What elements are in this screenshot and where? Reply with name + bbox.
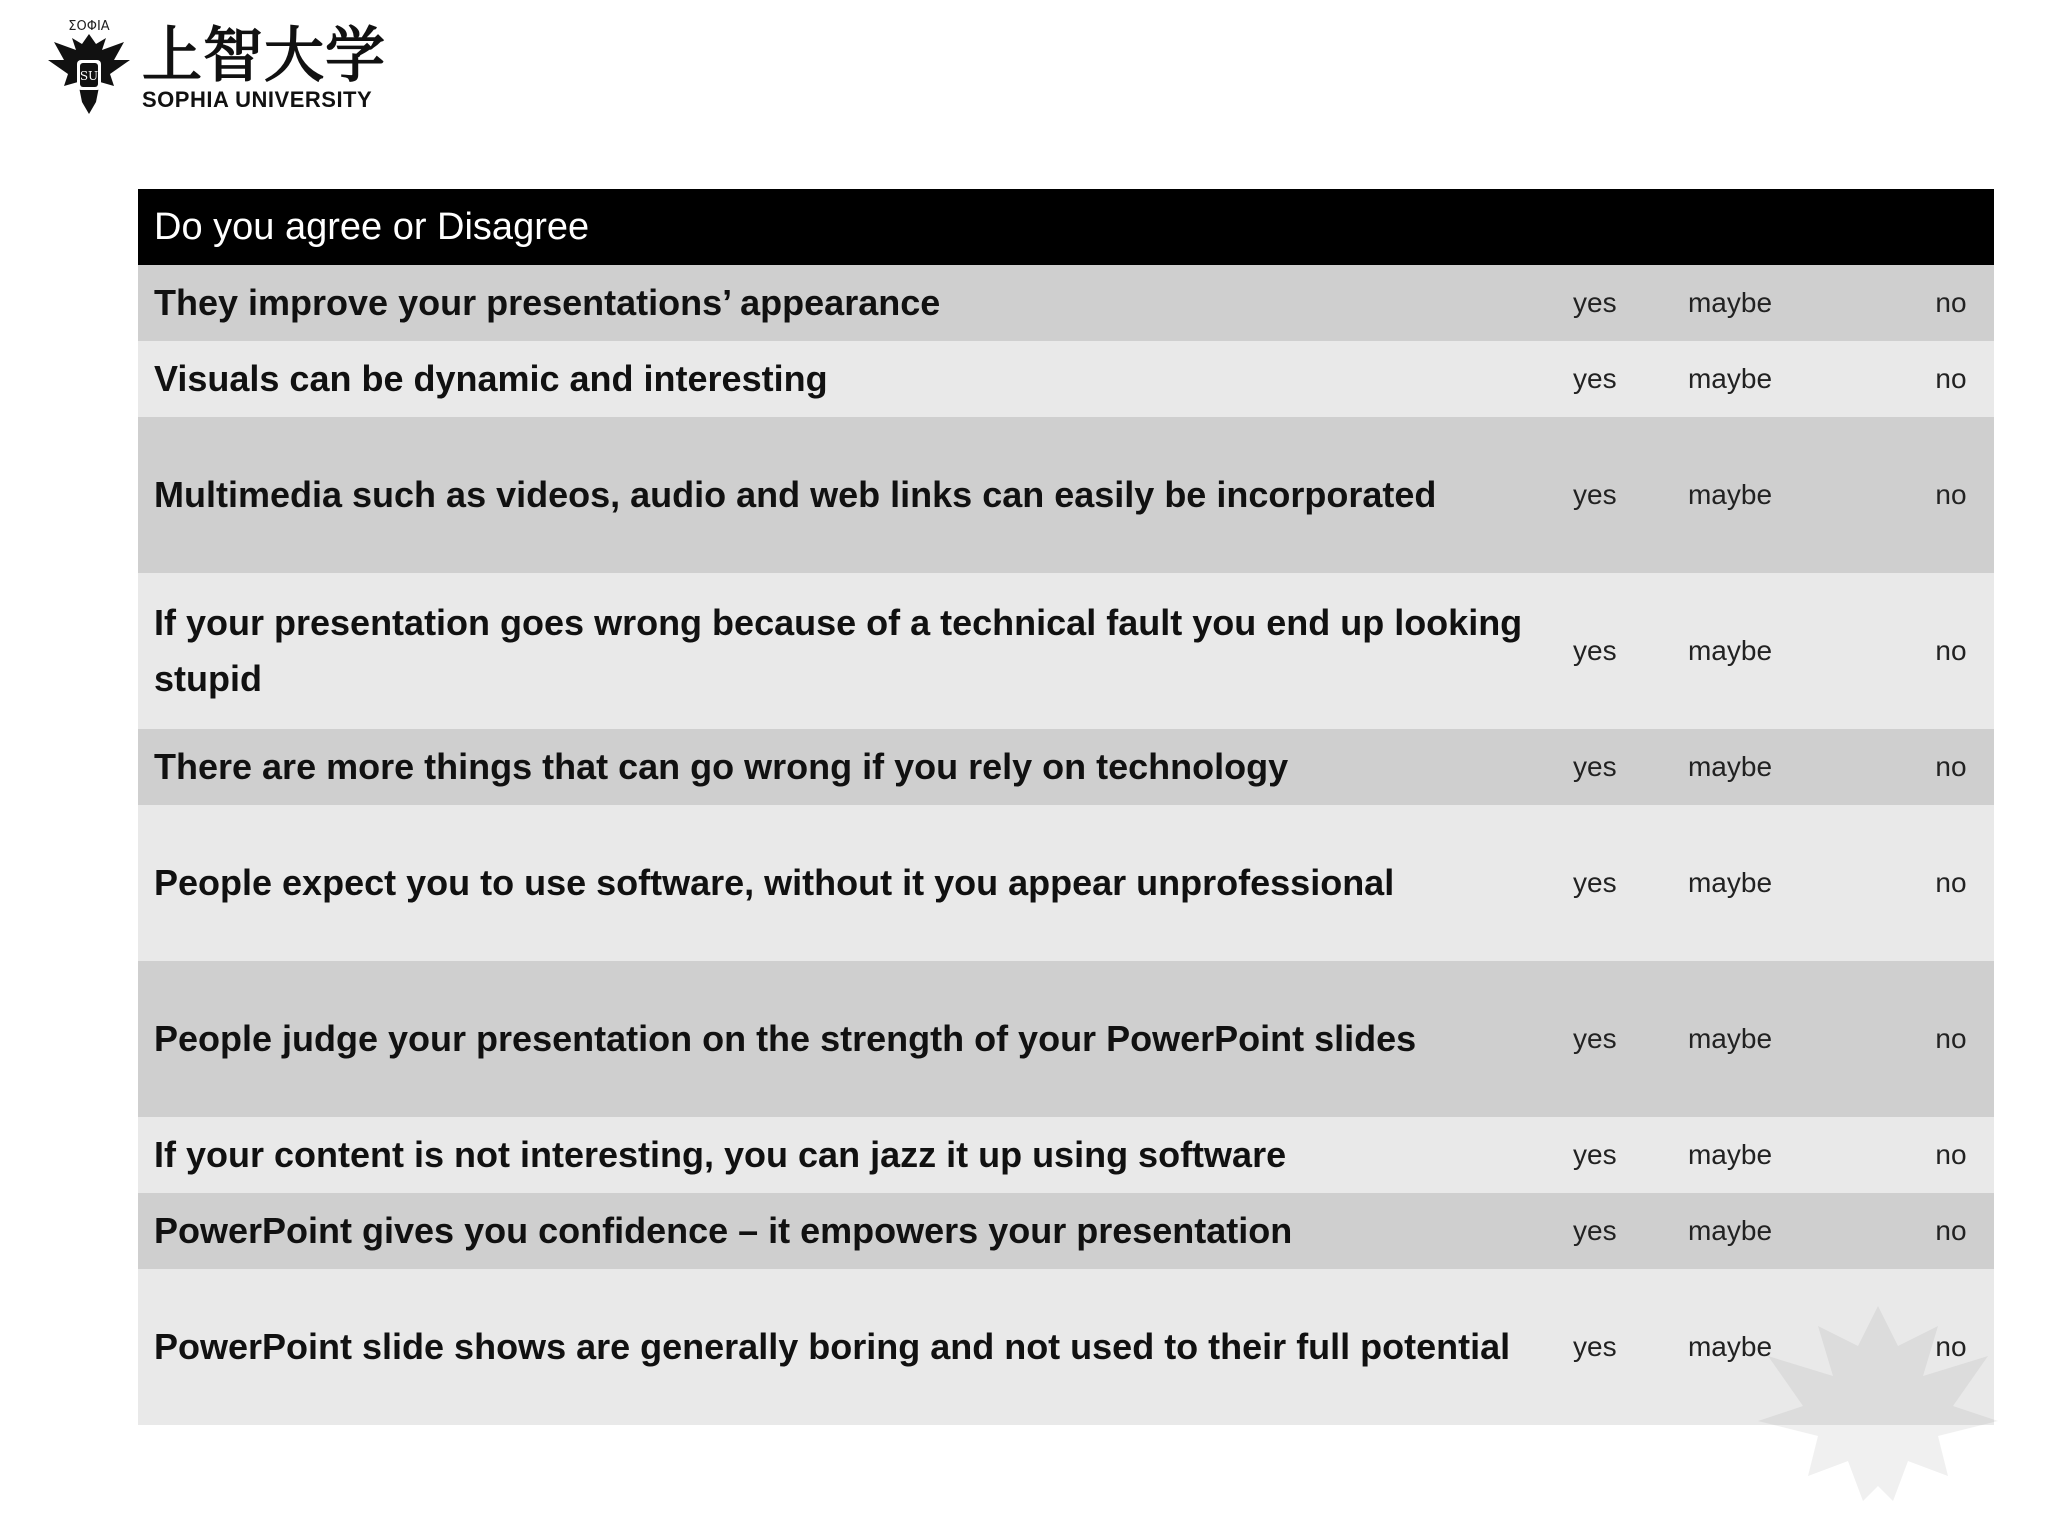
option-yes[interactable]: yes	[1573, 867, 1617, 898]
option-no[interactable]: no	[1935, 751, 1967, 782]
table-row	[138, 729, 1994, 805]
option-maybe[interactable]: maybe	[1687, 635, 1773, 666]
option-yes[interactable]: yes	[1573, 751, 1617, 782]
emblem-greek-text: ΣΟΦΙΑ	[68, 19, 110, 34]
statement-text: Visuals can be dynamic and interesting	[154, 358, 828, 399]
option-no[interactable]: no	[1935, 635, 1967, 666]
statement-text: They improve your presentations’ appearance	[154, 282, 941, 323]
option-maybe[interactable]: maybe	[1687, 1331, 1773, 1362]
table-row	[138, 805, 1994, 961]
table-row	[138, 341, 1994, 417]
statement-text: PowerPoint gives you confidence – it empowers your presentation	[154, 1210, 1293, 1251]
university-name-english: SOPHIA UNIVERSITY	[142, 87, 373, 112]
option-no[interactable]: no	[1935, 479, 1967, 510]
agree-disagree-table	[138, 189, 1994, 1425]
statement-text: If your presentation goes wrong because of a technical fault you end up looking stupid	[154, 602, 1523, 699]
table-row	[138, 573, 1994, 729]
university-name-japanese: 上智大学	[142, 21, 386, 91]
option-maybe[interactable]: maybe	[1687, 1139, 1773, 1170]
table-row	[138, 961, 1994, 1117]
option-yes[interactable]: yes	[1573, 1331, 1617, 1362]
eagle-watermark-icon	[1748, 1286, 2008, 1516]
option-yes[interactable]: yes	[1573, 479, 1617, 510]
table-row	[138, 265, 1994, 341]
option-yes[interactable]: yes	[1573, 1215, 1617, 1246]
option-no[interactable]: no	[1935, 363, 1967, 394]
option-yes[interactable]: yes	[1573, 635, 1617, 666]
option-maybe[interactable]: maybe	[1687, 479, 1773, 510]
statement-text: People judge your presentation on the strength of your PowerPoint slides	[154, 1018, 1417, 1059]
sophia-university-logo	[44, 16, 386, 120]
table-row	[138, 1269, 1994, 1425]
option-maybe[interactable]: maybe	[1687, 1023, 1773, 1054]
table-row	[138, 417, 1994, 573]
option-no[interactable]: no	[1935, 867, 1967, 898]
option-maybe[interactable]: maybe	[1687, 1215, 1773, 1246]
option-no[interactable]: no	[1935, 1215, 1967, 1246]
svg-text:SU: SU	[79, 69, 99, 83]
option-yes[interactable]: yes	[1573, 363, 1617, 394]
option-maybe[interactable]: maybe	[1687, 867, 1773, 898]
option-yes[interactable]: yes	[1573, 1023, 1617, 1054]
option-no[interactable]: no	[1935, 1139, 1967, 1170]
statement-text: PowerPoint slide shows are generally boring and not used to their full potential	[154, 1326, 1511, 1367]
statement-text: There are more things that can go wrong if you rely on technology	[154, 746, 1289, 787]
option-maybe[interactable]: maybe	[1687, 287, 1773, 318]
option-maybe[interactable]: maybe	[1687, 363, 1773, 394]
option-no[interactable]: no	[1935, 1331, 1967, 1362]
eagle-emblem-icon	[44, 16, 134, 120]
option-no[interactable]: no	[1935, 1023, 1967, 1054]
option-yes[interactable]: yes	[1573, 1139, 1617, 1170]
option-no[interactable]: no	[1935, 287, 1967, 318]
statement-text: Multimedia such as videos, audio and web links can easily be incorporated	[154, 474, 1437, 515]
statement-text: People expect you to use software, without it you appear unprofessional	[154, 862, 1395, 903]
statement-text: If your content is not interesting, you can jazz it up using software	[154, 1134, 1287, 1175]
table-row	[138, 1193, 1994, 1269]
option-yes[interactable]: yes	[1573, 287, 1617, 318]
table-title: Do you agree or Disagree	[138, 189, 1994, 265]
option-maybe[interactable]: maybe	[1687, 751, 1773, 782]
table-row	[138, 1117, 1994, 1193]
